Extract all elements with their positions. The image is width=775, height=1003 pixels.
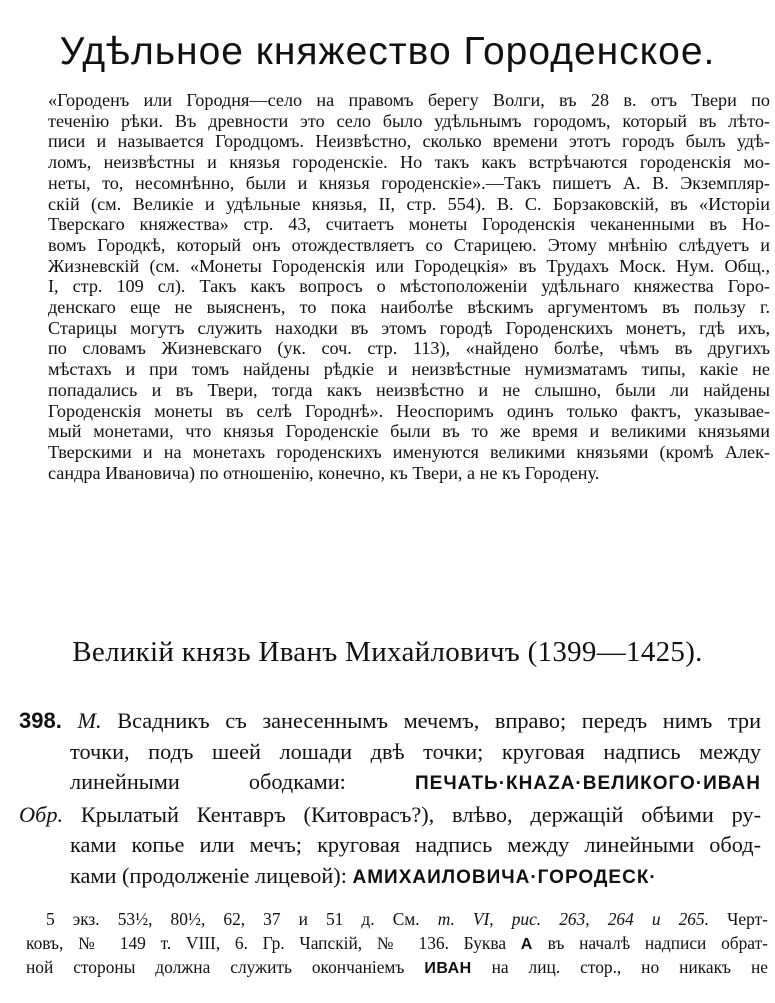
notes-line xyxy=(26,956,768,981)
intro-line: денскаго еще не выясненъ, то пока наиболѣе вѣскимъ аргументомъ въ пользу г. xyxy=(48,297,770,318)
obverse-text: точки, подъ шеей лошади двѣ точки; круговая надпись между xyxy=(70,738,761,764)
reverse-text: ками (продолженіе лицевой): xyxy=(70,862,347,888)
intro-line: писи и называется Городцомъ. Неизвѣстно, сколько времени этотъ городъ былъ удѣ- xyxy=(48,131,770,152)
notes-line xyxy=(26,908,768,932)
obverse-label: М. xyxy=(77,708,102,733)
intro-line: Старицы могутъ служить находки въ этомъ городѣ Городенскихъ монетъ, гдѣ ихъ, xyxy=(48,317,770,338)
intro-line: попадались и въ Твери, тогда какъ неизвѣстно и не слышно, были ли найдены xyxy=(48,379,770,400)
coin-entry xyxy=(19,706,761,894)
intro-line: Тверскаго княжества» стр. 43, считаетъ монеты Городенскія чеканенными въ Но- xyxy=(48,214,770,235)
intro-line: теченію рѣки. Въ древности это село было удѣльнымъ городомъ, который въ лѣто- xyxy=(48,110,770,131)
intro-line: Тверскими и на монетахъ городенскихъ именуются великими князьями (кромѣ Алек- xyxy=(48,441,770,462)
entry-notes xyxy=(26,908,768,981)
intro-line: мѣстахъ и при томъ найдены рѣдкіе и неизвѣстные нумизматамъ типы, какіе не xyxy=(48,359,770,380)
intro-line: ломъ, неизвѣстны и князья городенскіе. Но такъ какъ встрѣчаются городенскія мо- xyxy=(48,152,770,173)
intro-line: «Городенъ или Городня—село на правомъ берегу Волги, въ 28 в. отъ Твери по xyxy=(48,90,770,110)
entry-line xyxy=(19,861,761,894)
obverse-text: линейными ободками: xyxy=(70,769,346,795)
intro-line: по словамъ Жизневскаго (ук. соч. стр. 113), «найдено болѣе, чѣмъ въ другихъ xyxy=(48,338,770,359)
entry-line xyxy=(19,800,761,831)
notes-text: 5 экз. 53½, 80½, 62, 37 и 51 д. См. xyxy=(46,909,420,929)
notes-line xyxy=(26,932,768,957)
page-title: Удѣльное княжество Городенское. xyxy=(59,30,716,74)
obverse-text: Всадникъ съ занесеннымъ мечемъ, вправо; передъ нимъ три xyxy=(117,708,762,733)
intro-paragraph xyxy=(48,90,770,483)
intro-line: мый монетами, что князья Городенскіе были въ то же время и великими князьями xyxy=(48,421,770,442)
notes-text: въ началѣ надписи обрат- xyxy=(547,932,768,953)
reverse-legend: АМИХАИЛОВИЧА·ГОРОДЕСК· xyxy=(352,866,657,888)
intro-line: вомъ Городкѣ, который онъ отождествляетъ со Старицею. Этому мнѣнію слѣдуетъ и xyxy=(48,234,770,255)
entry-line xyxy=(19,767,761,800)
entry-line xyxy=(19,706,761,737)
obverse-legend: ПЕЧАТЬ·КНАZА·ВЕЛИКОГО·ИВАН xyxy=(415,773,761,795)
notes-legend: ИВАН xyxy=(424,960,472,977)
intro-line: I, стр. 109 сл). Такъ какъ вопросъ о мѣстоположеніи удѣльнаго княжества Горо- xyxy=(48,276,770,297)
notes-text: на лиц. стор., но никакъ не xyxy=(491,957,768,977)
notes-text: ной стороны должна служить окончаніемъ xyxy=(26,957,405,977)
intro-line: скій (см. Великіе и удѣльные князья, II, стр. 554). В. С. Борзаковскій, въ «Исторіи xyxy=(48,193,770,214)
reverse-label: Обр. xyxy=(19,801,64,827)
entry-number: 398. xyxy=(19,708,62,733)
intro-line: Городенскія монеты въ селѣ Городнѣ». Неоспоримъ одинъ только фактъ, указывае- xyxy=(48,400,770,421)
notes-text: Черт- xyxy=(727,909,768,929)
notes-text: ковъ, № 149 т. VIII, 6. Гр. Чапскій, № 136. Буква xyxy=(26,932,507,953)
entry-line xyxy=(19,830,761,861)
notes-reference: т. VI, рис. 263, 264 и 265. xyxy=(437,909,710,929)
section-heading: Великій князь Иванъ Михайловичъ (1399—1425). xyxy=(72,636,703,668)
intro-line: неты, то, несомнѣнно, были и князья городенскіе».—Такъ пишетъ А. В. Экземпляр- xyxy=(48,172,770,193)
entry-line xyxy=(19,737,761,768)
notes-legend: А xyxy=(520,935,533,953)
reverse-text: Крылатый Кентавръ (Китоврасъ?), влѣво, держащій обѣими ру- xyxy=(80,801,762,827)
reverse-text: ками копье или мечъ; круговая надпись между линейными обод- xyxy=(70,832,761,858)
intro-line: сандра Ивановича) по отношенію, конечно, къ Твери, а не къ Городену. xyxy=(48,462,600,483)
intro-line: Жизневскій (см. «Монеты Городенскія или Городецкія» въ Трудахъ Моск. Нум. Общ., xyxy=(48,255,770,276)
